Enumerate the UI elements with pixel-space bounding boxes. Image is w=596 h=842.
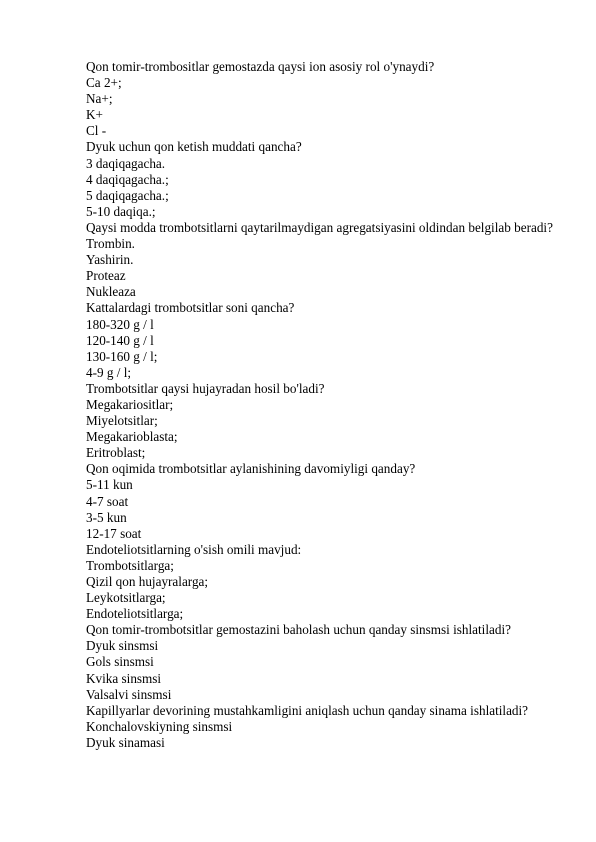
answer-3d: Nukleaza: [86, 284, 136, 300]
answer-7c: Leykotsitlarga;: [86, 590, 166, 606]
answer-4a: 180-320 g / l: [86, 316, 154, 332]
answer-1d: Cl -: [86, 123, 107, 139]
answer-3c: Proteaz: [86, 268, 126, 284]
answer-7b: Qizil qon hujayralarga;: [86, 574, 209, 589]
answer-3b: Yashirin.: [86, 252, 134, 268]
answer-5a: Megakariositlar;: [86, 396, 174, 412]
answer-1c: K+: [86, 107, 103, 123]
answer-8a: Dyuk sinsmsi: [86, 638, 159, 654]
question-5: Trombotsitlar qaysi hujayradan hosil bo'ladi?: [86, 380, 325, 396]
answer-8c: Kvika sinsmsi: [86, 670, 162, 686]
answer-6b: 4-7 soat: [86, 493, 129, 509]
answer-2d: 5-10 daqiqa.;: [86, 203, 156, 219]
answer-4c: 130-160 g / l;: [86, 348, 158, 364]
answer-5b: Miyelotsitlar;: [86, 413, 158, 429]
answer-2b: 4 daqiqagacha.;: [86, 171, 169, 187]
answer-7d: Endoteliotsitlarga;: [86, 606, 184, 622]
answer-1b: Na+;: [86, 91, 113, 107]
question-6: Qon oqimida trombotsitlar aylanishining davomiyligi qanday?: [86, 461, 416, 477]
answer-9b: Dyuk sinamasi: [86, 734, 165, 750]
answer-4b: 120-140 g / l: [86, 332, 154, 348]
answer-4d: 4-9 g / l;: [86, 364, 132, 380]
question-4: Kattalardagi trombotsitlar soni qancha?: [86, 300, 295, 316]
question-3: Qaysi modda trombotsitlarni qaytarilmaydigan agregatsiyasini oldindan belgilab beradi?: [86, 219, 553, 235]
answer-8d: Valsalvi sinsmsi: [86, 686, 172, 702]
answer-6d: 12-17 soat: [86, 525, 142, 541]
answer-6c: 3-5 kun: [86, 509, 127, 525]
question-7: Endoteliotsitlarning o'sish omili mavjud:: [86, 541, 302, 557]
answer-7a: Trombotsitlarga;: [86, 557, 174, 573]
question-9: Kapillyarlar devorining mustahkamligini aniqlash uchun qanday sinama ishlatiladi?: [86, 702, 529, 718]
document-page: [86, 59, 556, 751]
question-8: Qon tomir-trombotsitlar gemostazini baholash uchun qanday sinsmsi ishlatiladi?: [86, 622, 511, 638]
answer-5d: Eritroblast;: [86, 445, 146, 461]
answer-2c: 5 daqiqagacha.;: [86, 187, 169, 203]
answer-8b: Gols sinsmsi: [86, 654, 154, 670]
answer-5c: Megakarioblasta;: [86, 429, 178, 445]
answer-6a: 5-11 kun: [86, 477, 133, 493]
answer-3a: Trombin.: [86, 236, 135, 252]
answer-9a: Konchalovskiyning sinsmsi: [86, 718, 233, 734]
question-1: Qon tomir-trombositlar gemostazda qaysi ion asosiy rol o'ynaydi?: [86, 59, 435, 74]
question-2: Dyuk uchun qon ketish muddati qancha?: [86, 139, 302, 155]
answer-2a: 3 daqiqagacha.: [86, 155, 166, 171]
answer-1a: Ca 2+;: [86, 75, 122, 91]
